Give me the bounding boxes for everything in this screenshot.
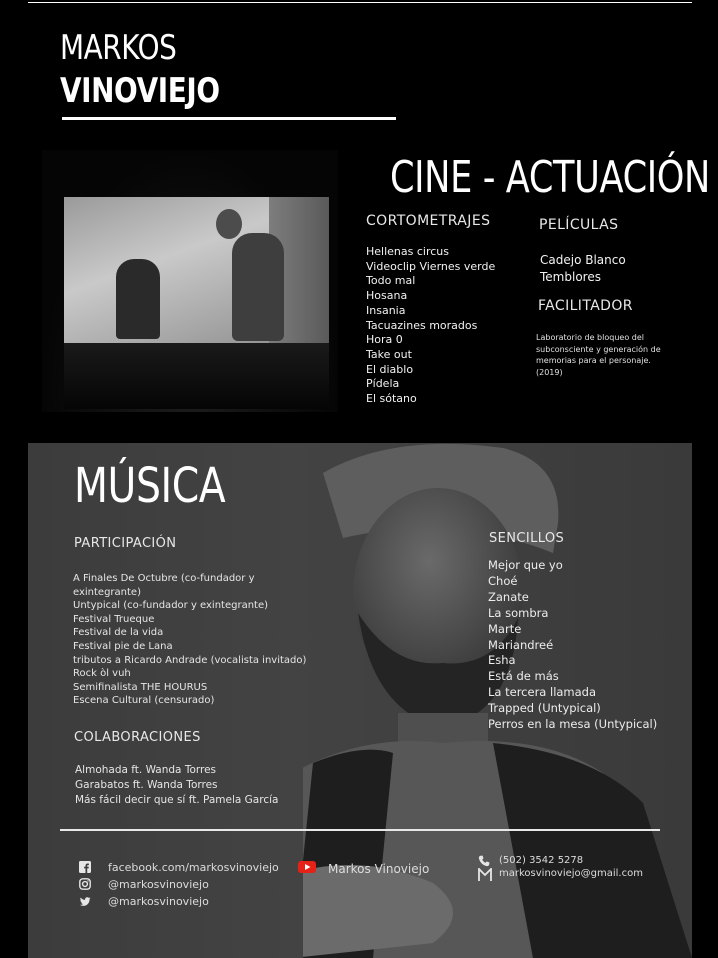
list-item: Escena Cultural (censurado) bbox=[73, 695, 215, 707]
top-divider bbox=[28, 2, 692, 3]
instagram-link[interactable]: @markosvinoviejo bbox=[108, 878, 209, 891]
youtube-link[interactable]: Markos Vinoviejo bbox=[328, 862, 430, 876]
list-item: Trapped (Untypical) bbox=[488, 701, 601, 716]
sencillos-list bbox=[488, 558, 657, 733]
list-item: Festival pie de Lana bbox=[73, 640, 173, 652]
facilitador-line: (2019) bbox=[536, 367, 563, 377]
facilitador-line: Laboratorio de bloqueo del bbox=[536, 333, 644, 342]
facilitador-text bbox=[536, 332, 661, 378]
list-item: Semifinalista THE HOURUS bbox=[73, 681, 208, 693]
list-item: Garabatos ft. Wanda Torres bbox=[75, 779, 218, 791]
instagram-icon bbox=[79, 878, 91, 890]
participacion-heading: PARTICIPACIÓN bbox=[74, 536, 177, 551]
list-item: exintegrante) bbox=[73, 586, 141, 598]
list-item: Videoclip Viernes verde bbox=[366, 259, 496, 273]
list-item: La sombra bbox=[488, 605, 549, 620]
peliculas-heading: PELÍCULAS bbox=[539, 217, 619, 233]
first-name: MARKOS bbox=[60, 28, 177, 68]
peliculas-list bbox=[540, 252, 626, 286]
youtube-icon bbox=[298, 861, 316, 873]
photo-standing-actor bbox=[232, 233, 284, 341]
sencillos-heading: SENCILLOS bbox=[489, 531, 565, 546]
list-item: Hellenas circus bbox=[366, 245, 449, 258]
list-item: Esha bbox=[488, 653, 516, 668]
cortometrajes-heading: CORTOMETRAJES bbox=[366, 213, 491, 229]
participacion-list bbox=[73, 572, 306, 708]
phone-icon bbox=[478, 855, 490, 867]
cine-title: CINE - ACTUACIÓN bbox=[390, 152, 710, 203]
list-item: Todo mal bbox=[366, 274, 416, 288]
list-item: Tacuazines morados bbox=[366, 318, 478, 332]
photo-seated-actor bbox=[116, 259, 160, 339]
list-item: Más fácil decir que sí ft. Pamela García bbox=[75, 794, 279, 806]
list-item: Insania bbox=[366, 303, 406, 317]
list-item: Rock òl vuh bbox=[73, 668, 131, 680]
list-item: Mejor que yo bbox=[488, 558, 563, 572]
facilitador-line: subconsciente y generación de bbox=[536, 344, 661, 354]
facebook-icon bbox=[79, 861, 91, 873]
twitter-link[interactable]: @markosvinoviejo bbox=[108, 895, 209, 908]
colaboraciones-heading: COLABORACIONES bbox=[74, 730, 201, 745]
list-item: Festival Trueque bbox=[73, 613, 155, 625]
last-name: VINOVIEJO bbox=[60, 71, 220, 111]
stage-photo bbox=[64, 197, 329, 343]
list-item: Mariandreé bbox=[488, 637, 554, 652]
list-item: Untypical (co-fundador y exintegrante) bbox=[73, 600, 269, 612]
phone-number[interactable]: (502) 3542 5278 bbox=[499, 855, 584, 866]
facilitador-heading: FACILITADOR bbox=[538, 298, 633, 314]
list-item: Temblores bbox=[540, 270, 601, 284]
list-item: Zanate bbox=[488, 589, 529, 604]
list-item: Hosana bbox=[366, 289, 408, 303]
list-item: Almohada ft. Wanda Torres bbox=[75, 764, 217, 776]
list-item: Hora 0 bbox=[366, 333, 403, 347]
list-item: El diablo bbox=[366, 362, 414, 376]
list-item: El sótano bbox=[366, 392, 417, 406]
stage-floor bbox=[64, 343, 329, 409]
cortometrajes-list bbox=[366, 245, 495, 407]
twitter-icon bbox=[79, 896, 91, 908]
list-item: Está de más bbox=[488, 669, 559, 684]
email-link[interactable]: markosvinoviejo@gmail.com bbox=[499, 868, 643, 879]
colaboraciones-list bbox=[75, 763, 278, 808]
list-item: La tercera llamada bbox=[488, 685, 597, 700]
list-item: A Finales De Octubre (co-fundador y bbox=[73, 573, 255, 584]
list-item: Marte bbox=[488, 621, 522, 636]
list-item: Perros en la mesa (Untypical) bbox=[488, 717, 658, 732]
contact-divider bbox=[60, 829, 660, 831]
musica-title: MÚSICA bbox=[74, 458, 226, 514]
facebook-link[interactable]: facebook.com/markosvinoviejo bbox=[108, 861, 279, 874]
list-item: Festival de la vida bbox=[73, 627, 164, 639]
list-item: Pídela bbox=[366, 377, 400, 391]
photo-standing-actor-head bbox=[216, 209, 242, 239]
email-icon bbox=[478, 868, 492, 882]
facilitador-line: memorias para el personaje. bbox=[536, 356, 651, 365]
list-item: Take out bbox=[366, 347, 412, 361]
list-item: Choé bbox=[488, 573, 518, 588]
list-item: tributos a Ricardo Andrade (vocalista invitado) bbox=[73, 654, 307, 666]
list-item: Cadejo Blanco bbox=[540, 253, 626, 267]
name-underline bbox=[62, 117, 396, 120]
